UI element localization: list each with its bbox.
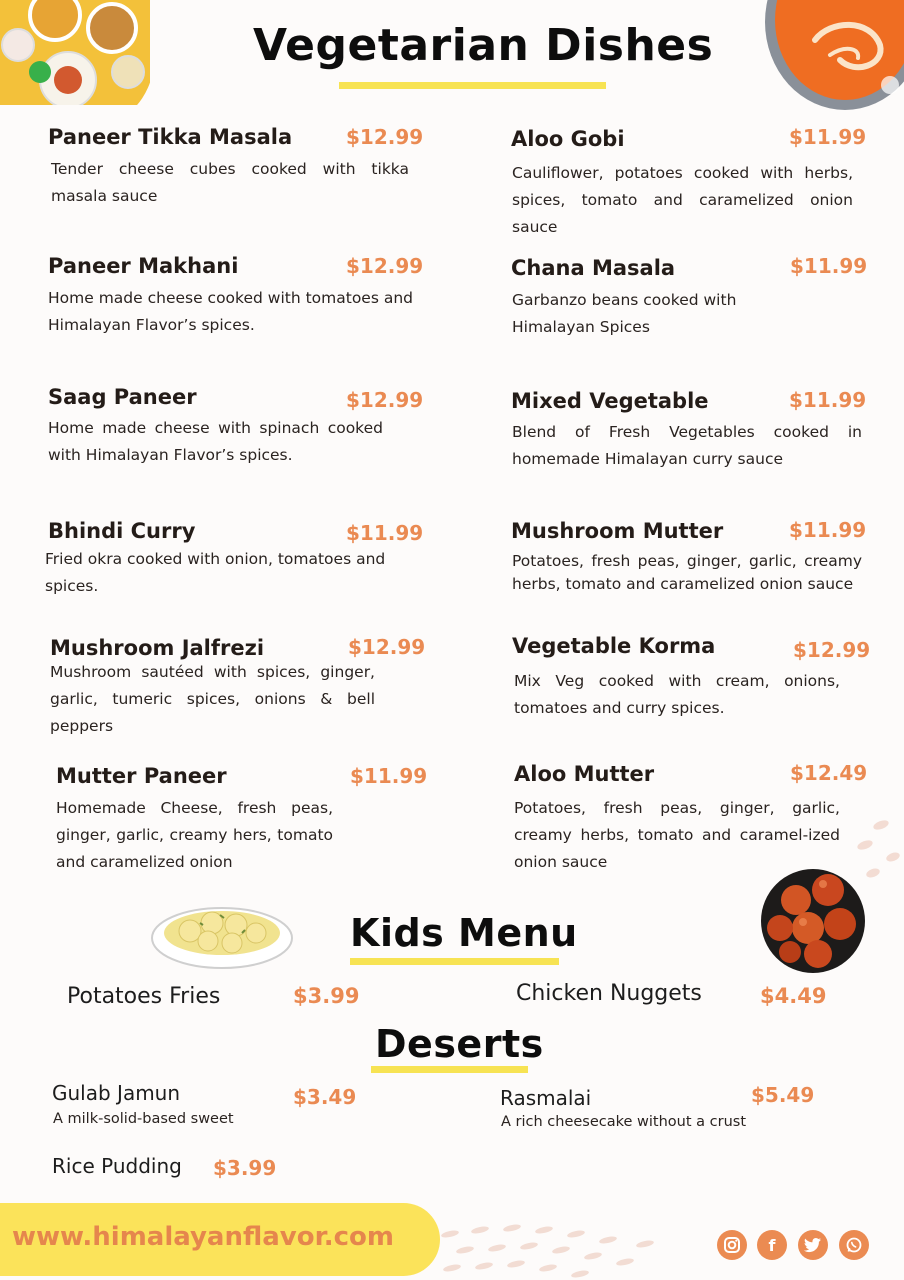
kids-item-name: Chicken Nuggets [516, 981, 702, 1006]
kids-menu-underline [350, 958, 559, 965]
kids-item-name: Potatoes Fries [67, 984, 221, 1009]
desert-name: Rasmalai [500, 1086, 592, 1110]
dish-description: Tender cheese cubes cooked with tikka masala sauce [51, 160, 409, 205]
dish-price: $11.99 [789, 388, 867, 412]
dish-description: Garbanzo beans cooked with Himalayan Spices [512, 291, 737, 336]
facebook-icon[interactable]: f [757, 1230, 787, 1260]
whatsapp-icon[interactable] [839, 1230, 869, 1260]
dish-price: $11.99 [789, 518, 867, 542]
dish-name: Aloo Gobi [511, 127, 625, 151]
dish-description: Potatoes, fresh peas, ginger, garlic, creamy herbs, tomato and caramel-ized onion sauce [514, 799, 840, 871]
dish-price: $12.99 [346, 254, 424, 278]
dish-price: $12.99 [346, 388, 424, 412]
kids-item-price: $3.99 [293, 984, 360, 1008]
dish-price: $11.99 [789, 125, 867, 149]
dish-price: $11.99 [790, 254, 868, 278]
dish-name: Mutter Paneer [56, 764, 227, 788]
dish-description: Blend of Fresh Vegetables cooked in homemade Himalayan curry sauce [512, 423, 862, 468]
website-link[interactable]: www.himalayanflavor.com [12, 1222, 394, 1252]
dish-name: Vegetable Korma [512, 634, 716, 658]
dish-description: Home made cheese with spinach cooked with Himalayan Flavor’s spices. [48, 419, 383, 464]
dish-name: Mixed Vegetable [511, 389, 709, 413]
desert-name: Rice Pudding [52, 1154, 182, 1178]
dish-price: $12.99 [348, 635, 426, 659]
dish-price: $11.99 [350, 764, 428, 788]
dish-name: Mushroom Jalfrezi [50, 636, 265, 660]
dish-name: Saag Paneer [48, 385, 197, 409]
gulab-jamun-bowl-image [758, 866, 868, 976]
dish-price: $12.99 [793, 638, 871, 662]
desert-price: $3.49 [293, 1085, 357, 1109]
dish-price: $11.99 [346, 521, 424, 545]
dish-description: Homemade Cheese, fresh peas, ginger, garlic, creamy hers, tomato and caramelized onion [56, 799, 333, 871]
deserts-underline [371, 1066, 528, 1073]
kids-item-price: $4.49 [760, 984, 827, 1008]
desert-price: $5.49 [751, 1083, 815, 1107]
butter-masala-image [760, 0, 904, 112]
dish-name: Aloo Mutter [514, 762, 655, 786]
rasmalai-bowl-image [150, 893, 295, 973]
page-title: Vegetarian Dishes [253, 20, 714, 71]
dish-description: Cauliflower, potatoes cooked with herbs, spices, tomato and caramelized onion sauce [512, 164, 853, 236]
kids-menu-title: Kids Menu [350, 911, 578, 955]
twitter-icon[interactable] [798, 1230, 828, 1260]
dish-name: Paneer Makhani [48, 254, 239, 278]
desert-description: A rich cheesecake without a crust [501, 1114, 747, 1130]
dish-name: Chana Masala [511, 256, 676, 280]
dish-description: Home made cheese cooked with tomatoes and Himalayan Flavor’s spices. [48, 289, 413, 334]
deserts-title: Deserts [375, 1022, 544, 1066]
desert-description: A milk-solid-based sweet [53, 1111, 234, 1127]
dish-price: $12.49 [790, 761, 868, 785]
food-platter-image [0, 0, 150, 105]
footer-decorative-dots [440, 1222, 710, 1280]
desert-name: Gulab Jamun [52, 1081, 181, 1105]
dish-name: Bhindi Curry [48, 519, 196, 543]
desert-price: $3.99 [213, 1156, 277, 1180]
title-underline [339, 82, 606, 89]
instagram-icon[interactable] [717, 1230, 747, 1260]
dish-description: Mushroom sautéed with spices, ginger, garlic, tumeric spices, onions & bell peppers [50, 663, 375, 735]
dish-description: Mix Veg cooked with cream, onions, tomatoes and curry spices. [514, 672, 840, 717]
dish-price: $12.99 [346, 125, 424, 149]
dish-name: Mushroom Mutter [511, 519, 724, 543]
dish-name: Paneer Tikka Masala [48, 125, 293, 149]
dish-description: Fried okra cooked with onion, tomatoes and spices. [45, 550, 386, 595]
dish-description: Potatoes, fresh peas, ginger, garlic, creamy herbs, tomato and caramelized onion sauce [512, 552, 862, 593]
